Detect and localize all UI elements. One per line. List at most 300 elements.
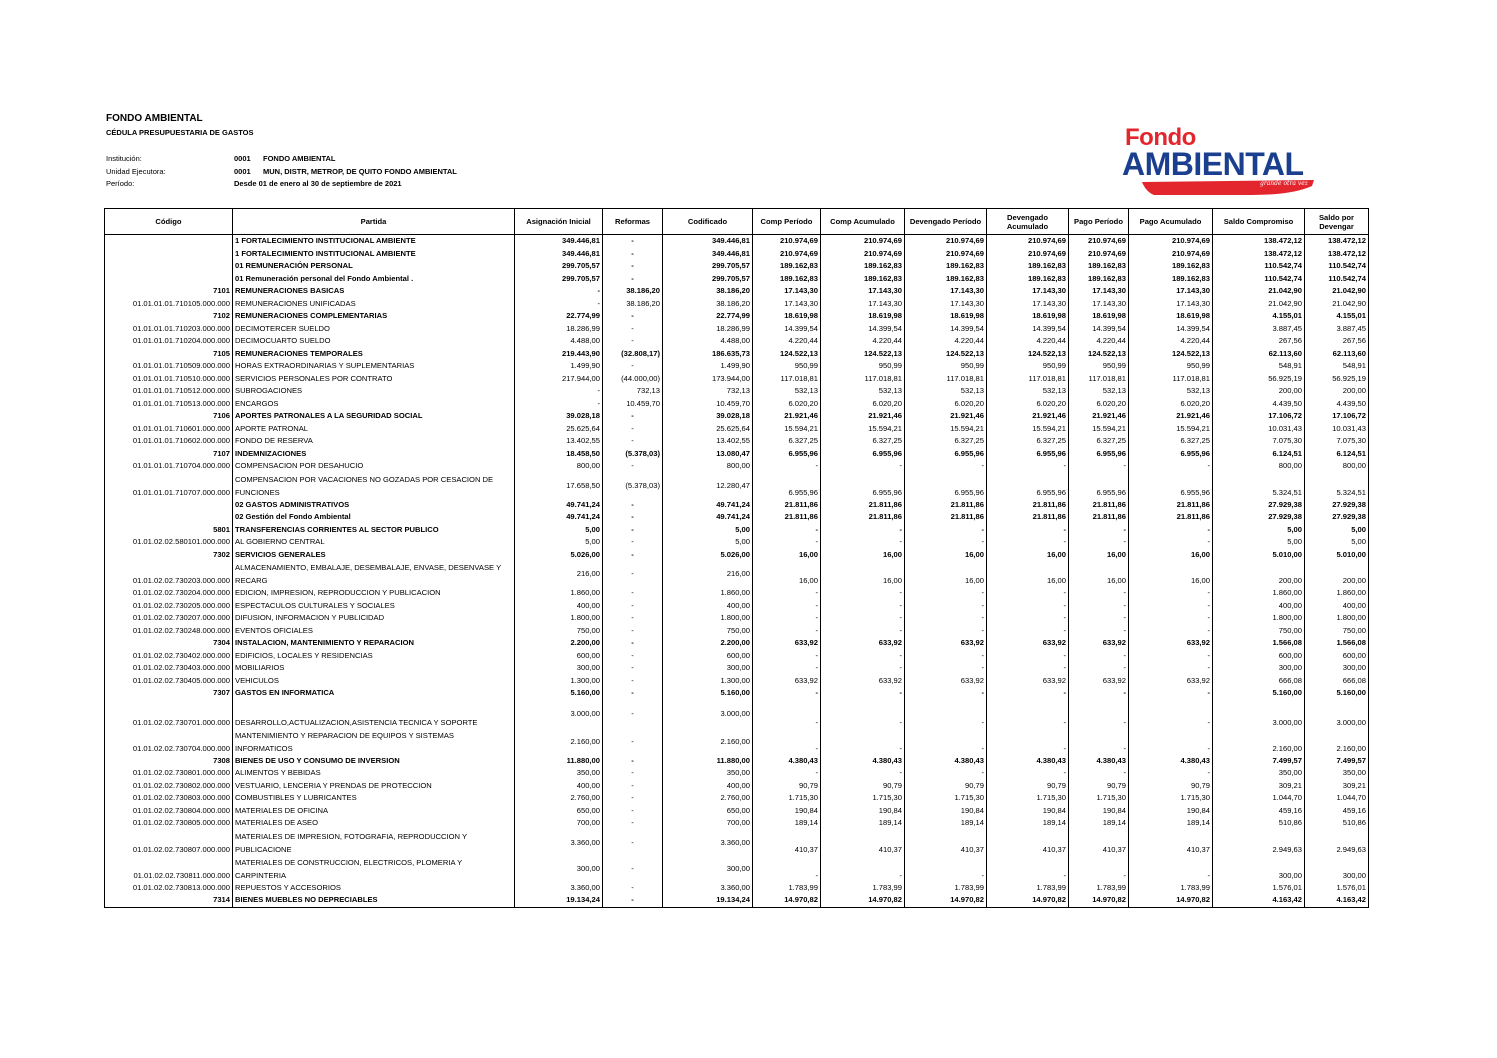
cell-reformas: 38.186,20 bbox=[603, 285, 663, 298]
cell-pago-periodo: - bbox=[1069, 650, 1129, 663]
cell-dev-periodo: - bbox=[905, 612, 987, 625]
table-row bbox=[105, 755, 1369, 768]
cell-saldo-devengar: 300,00 bbox=[1305, 662, 1369, 675]
cell-asignacion: 11.880,00 bbox=[515, 755, 603, 768]
cell-dev-periodo: - bbox=[905, 662, 987, 675]
table-row bbox=[105, 856, 1369, 882]
cell-codificado: 3.000,00 bbox=[663, 700, 753, 729]
cell-pago-acumulado: 14.970,82 bbox=[1129, 894, 1213, 907]
cell-pago-periodo: 18.619,98 bbox=[1069, 310, 1129, 323]
cell-comp-acumulado: 189,14 bbox=[821, 817, 905, 830]
cell-codificado: 300,00 bbox=[663, 662, 753, 675]
cell-pago-periodo: 4.380,43 bbox=[1069, 755, 1129, 768]
cell-codificado: 19.134,24 bbox=[663, 894, 753, 907]
cell-asignacion: 17.658,50 bbox=[515, 473, 603, 499]
cell-pago-acumulado: 210.974,69 bbox=[1129, 248, 1213, 261]
cell-asignacion: 349.446,81 bbox=[515, 248, 603, 261]
cell-reformas: - bbox=[603, 662, 663, 675]
cell-dev-periodo: 6.955,96 bbox=[905, 448, 987, 461]
cell-pago-acumulado: 1.715,30 bbox=[1129, 792, 1213, 805]
institucion-row bbox=[106, 153, 706, 166]
cell-reformas: - bbox=[603, 423, 663, 436]
cell-comp-periodo: 6.020,20 bbox=[753, 398, 821, 411]
cell-pago-acumulado: - bbox=[1129, 662, 1213, 675]
cell-dev-acumulado: 90,79 bbox=[987, 780, 1069, 793]
cell-asignacion: 2.160,00 bbox=[515, 729, 603, 755]
col-partida: Partida bbox=[233, 209, 515, 235]
logo-ambiental-text: AMBIENTAL bbox=[1122, 146, 1304, 182]
col-codigo: Código bbox=[105, 209, 233, 235]
table-row bbox=[105, 298, 1369, 311]
cell-dev-periodo: 189.162,83 bbox=[905, 260, 987, 273]
logo-fondo-text: Fondo bbox=[1125, 124, 1196, 151]
cell-comp-periodo: 210.974,69 bbox=[753, 248, 821, 261]
cell-partida: DECIMOTERCER SUELDO bbox=[233, 323, 515, 336]
cell-reformas: - bbox=[603, 511, 663, 524]
cell-comp-periodo: - bbox=[753, 612, 821, 625]
cell-comp-periodo: 4.380,43 bbox=[753, 755, 821, 768]
cell-asignacion: 299.705,57 bbox=[515, 260, 603, 273]
cell-dev-acumulado: 210.974,69 bbox=[987, 235, 1069, 248]
cell-reformas: - bbox=[603, 780, 663, 793]
cell-dev-periodo: - bbox=[905, 600, 987, 613]
cell-saldo-compromiso: 1.044,70 bbox=[1213, 792, 1305, 805]
cell-comp-acumulado: - bbox=[821, 856, 905, 882]
cell-pago-periodo: 17.143,30 bbox=[1069, 285, 1129, 298]
table-row bbox=[105, 536, 1369, 549]
cell-saldo-compromiso: 267,56 bbox=[1213, 335, 1305, 348]
cell-codigo: 01.01.02.02.730803.000.000 bbox=[105, 792, 233, 805]
cell-saldo-compromiso: 5.160,00 bbox=[1213, 687, 1305, 700]
cell-partida: MATERIALES DE OFICINA bbox=[233, 805, 515, 818]
cell-saldo-compromiso: 350,00 bbox=[1213, 767, 1305, 780]
cell-comp-periodo: 210.974,69 bbox=[753, 235, 821, 248]
cell-asignacion: 19.134,24 bbox=[515, 894, 603, 907]
cell-comp-acumulado: 1.715,30 bbox=[821, 792, 905, 805]
cell-dev-periodo: 950,99 bbox=[905, 360, 987, 373]
cell-comp-acumulado: 21.921,46 bbox=[821, 410, 905, 423]
cell-pago-acumulado: - bbox=[1129, 612, 1213, 625]
cell-asignacion: 300,00 bbox=[515, 856, 603, 882]
cell-saldo-devengar: 1.576,01 bbox=[1305, 882, 1369, 895]
cell-codigo: 01.01.01.01.710601.000.000 bbox=[105, 423, 233, 436]
cell-comp-periodo: 6.327,25 bbox=[753, 435, 821, 448]
cell-codigo: 7107 bbox=[105, 448, 233, 461]
cell-pago-acumulado: - bbox=[1129, 536, 1213, 549]
cell-pago-periodo: 124.522,13 bbox=[1069, 348, 1129, 361]
cell-dev-acumulado: 1.783,99 bbox=[987, 882, 1069, 895]
cell-asignacion: 39.028,18 bbox=[515, 410, 603, 423]
cell-codigo: 01.01.01.01.710704.000.000 bbox=[105, 460, 233, 473]
cell-comp-periodo: 189.162,83 bbox=[753, 260, 821, 273]
cell-partida: DECIMOCUARTO SUELDO bbox=[233, 335, 515, 348]
cell-reformas: - bbox=[603, 830, 663, 856]
table-row bbox=[105, 385, 1369, 398]
cell-reformas: (32.808,17) bbox=[603, 348, 663, 361]
cell-pago-periodo: 189.162,83 bbox=[1069, 273, 1129, 286]
cell-codigo: 01.01.01.01.710602.000.000 bbox=[105, 435, 233, 448]
cell-dev-acumulado: 189,14 bbox=[987, 817, 1069, 830]
table-row bbox=[105, 310, 1369, 323]
cell-dev-periodo: 14.970,82 bbox=[905, 894, 987, 907]
table-row bbox=[105, 323, 1369, 336]
cell-saldo-compromiso: 17.106,72 bbox=[1213, 410, 1305, 423]
cell-asignacion: 217.944,00 bbox=[515, 373, 603, 386]
cell-codificado: 173.944,00 bbox=[663, 373, 753, 386]
cell-codificado: 11.880,00 bbox=[663, 755, 753, 768]
cell-reformas: - bbox=[603, 435, 663, 448]
cell-dev-periodo: 633,92 bbox=[905, 675, 987, 688]
cell-pago-periodo: 189.162,83 bbox=[1069, 260, 1129, 273]
cell-codificado: 5.160,00 bbox=[663, 687, 753, 700]
cell-codificado: 732,13 bbox=[663, 385, 753, 398]
cell-codificado: 25.625,64 bbox=[663, 423, 753, 436]
cell-comp-periodo: 16,00 bbox=[753, 549, 821, 562]
cell-comp-acumulado: 410,37 bbox=[821, 830, 905, 856]
cell-reformas: - bbox=[603, 549, 663, 562]
cell-asignacion: 300,00 bbox=[515, 662, 603, 675]
cell-pago-acumulado: - bbox=[1129, 625, 1213, 638]
cell-dev-periodo: - bbox=[905, 767, 987, 780]
cell-codificado: 22.774,99 bbox=[663, 310, 753, 323]
cell-pago-acumulado: - bbox=[1129, 460, 1213, 473]
cell-comp-acumulado: - bbox=[821, 662, 905, 675]
table-row bbox=[105, 662, 1369, 675]
cell-saldo-devengar: 2.949,63 bbox=[1305, 830, 1369, 856]
cell-codigo: 7302 bbox=[105, 549, 233, 562]
cell-reformas: (5.378,03) bbox=[603, 448, 663, 461]
cell-dev-acumulado: 16,00 bbox=[987, 549, 1069, 562]
table-row bbox=[105, 335, 1369, 348]
cell-saldo-compromiso: 138.472,12 bbox=[1213, 248, 1305, 261]
cell-saldo-compromiso: 5.010,00 bbox=[1213, 549, 1305, 562]
cell-codigo: 01.01.02.02.730402.000.000 bbox=[105, 650, 233, 663]
cell-codigo: 01.01.02.02.730805.000.000 bbox=[105, 817, 233, 830]
cell-saldo-devengar: 300,00 bbox=[1305, 856, 1369, 882]
institucion-code: 0001 bbox=[234, 154, 251, 163]
cell-dev-periodo: 4.220,44 bbox=[905, 335, 987, 348]
col-comp-acumulado: Comp Acumulado bbox=[821, 209, 905, 235]
table-row bbox=[105, 637, 1369, 650]
cell-comp-periodo: 4.220,44 bbox=[753, 335, 821, 348]
cell-reformas: - bbox=[603, 536, 663, 549]
cell-saldo-compromiso: 2.949,63 bbox=[1213, 830, 1305, 856]
cell-reformas: - bbox=[603, 675, 663, 688]
cell-codigo bbox=[105, 235, 233, 248]
cell-dev-acumulado: 17.143,30 bbox=[987, 285, 1069, 298]
cell-asignacion: 1.300,00 bbox=[515, 675, 603, 688]
cell-codigo: 01.01.02.02.730807.000.000 bbox=[105, 830, 233, 856]
cell-asignacion: 349.446,81 bbox=[515, 235, 603, 248]
cell-pago-periodo: - bbox=[1069, 536, 1129, 549]
cell-saldo-compromiso: 4.163,42 bbox=[1213, 894, 1305, 907]
cell-codificado: 38.186,20 bbox=[663, 285, 753, 298]
cell-asignacion: 216,00 bbox=[515, 561, 603, 587]
cell-pago-periodo: - bbox=[1069, 856, 1129, 882]
cell-comp-periodo: - bbox=[753, 687, 821, 700]
unidad-row bbox=[106, 166, 706, 179]
cell-dev-acumulado: 15.594,21 bbox=[987, 423, 1069, 436]
cell-pago-acumulado: 16,00 bbox=[1129, 549, 1213, 562]
cell-pago-acumulado: 189.162,83 bbox=[1129, 273, 1213, 286]
cell-codificado: 299.705,57 bbox=[663, 260, 753, 273]
cell-comp-periodo: 950,99 bbox=[753, 360, 821, 373]
cell-comp-periodo: 21.921,46 bbox=[753, 410, 821, 423]
cell-pago-periodo: 1.715,30 bbox=[1069, 792, 1129, 805]
cell-comp-acumulado: - bbox=[821, 767, 905, 780]
table-row bbox=[105, 882, 1369, 895]
table-row bbox=[105, 625, 1369, 638]
cell-dev-periodo: 189.162,83 bbox=[905, 273, 987, 286]
cell-partida: MANTENIMIENTO Y REPARACION DE EQUIPOS Y SISTEMAS INFORMATICOS bbox=[233, 729, 515, 755]
cell-saldo-compromiso: 7.499,57 bbox=[1213, 755, 1305, 768]
cell-partida: APORTE PATRONAL bbox=[233, 423, 515, 436]
cell-comp-acumulado: 4.380,43 bbox=[821, 755, 905, 768]
cell-saldo-compromiso: 800,00 bbox=[1213, 460, 1305, 473]
cell-pago-acumulado: 410,37 bbox=[1129, 830, 1213, 856]
cell-pago-acumulado: 4.220,44 bbox=[1129, 335, 1213, 348]
cell-dev-periodo: - bbox=[905, 856, 987, 882]
cell-pago-acumulado: - bbox=[1129, 729, 1213, 755]
cell-reformas: (5.378,03) bbox=[603, 473, 663, 499]
cell-saldo-compromiso: 27.929,38 bbox=[1213, 511, 1305, 524]
cell-pago-periodo: 633,92 bbox=[1069, 675, 1129, 688]
cell-reformas: - bbox=[603, 273, 663, 286]
cell-pago-acumulado: 18.619,98 bbox=[1129, 310, 1213, 323]
cell-dev-periodo: 21.921,46 bbox=[905, 410, 987, 423]
cell-partida: ENCARGOS bbox=[233, 398, 515, 411]
cell-dev-periodo: 532,13 bbox=[905, 385, 987, 398]
cell-saldo-devengar: 309,21 bbox=[1305, 780, 1369, 793]
cell-dev-acumulado: 17.143,30 bbox=[987, 298, 1069, 311]
cell-partida: BIENES DE USO Y CONSUMO DE INVERSION bbox=[233, 755, 515, 768]
cell-saldo-compromiso: 1.566,08 bbox=[1213, 637, 1305, 650]
cell-reformas: - bbox=[603, 561, 663, 587]
cell-dev-acumulado: 633,92 bbox=[987, 637, 1069, 650]
cell-codigo: 7308 bbox=[105, 755, 233, 768]
cell-saldo-compromiso: 300,00 bbox=[1213, 662, 1305, 675]
cell-codigo: 7304 bbox=[105, 637, 233, 650]
cell-codificado: 216,00 bbox=[663, 561, 753, 587]
cell-dev-acumulado: 210.974,69 bbox=[987, 248, 1069, 261]
cell-codigo: 7106 bbox=[105, 410, 233, 423]
cell-asignacion: - bbox=[515, 285, 603, 298]
cell-saldo-devengar: 5.160,00 bbox=[1305, 687, 1369, 700]
cell-pago-periodo: 21.921,46 bbox=[1069, 410, 1129, 423]
cell-codificado: 2.160,00 bbox=[663, 729, 753, 755]
cell-comp-periodo: 410,37 bbox=[753, 830, 821, 856]
cell-comp-acumulado: - bbox=[821, 687, 905, 700]
cell-asignacion: 2.200,00 bbox=[515, 637, 603, 650]
cell-asignacion: 22.774,99 bbox=[515, 310, 603, 323]
cell-saldo-compromiso: 56.925,19 bbox=[1213, 373, 1305, 386]
cell-saldo-compromiso: 21.042,90 bbox=[1213, 285, 1305, 298]
cell-asignacion: 350,00 bbox=[515, 767, 603, 780]
table-row bbox=[105, 373, 1369, 386]
cell-saldo-compromiso: 110.542,74 bbox=[1213, 273, 1305, 286]
cell-codigo: 01.01.02.02.730203.000.000 bbox=[105, 561, 233, 587]
cell-reformas: - bbox=[603, 637, 663, 650]
table-row bbox=[105, 499, 1369, 512]
cell-reformas: - bbox=[603, 625, 663, 638]
cell-partida: BIENES MUEBLES NO DEPRECIABLES bbox=[233, 894, 515, 907]
cell-comp-periodo: 15.594,21 bbox=[753, 423, 821, 436]
cell-pago-periodo: - bbox=[1069, 460, 1129, 473]
cell-comp-periodo: - bbox=[753, 536, 821, 549]
cell-comp-acumulado: 4.220,44 bbox=[821, 335, 905, 348]
cell-codificado: 1.300,00 bbox=[663, 675, 753, 688]
table-row bbox=[105, 780, 1369, 793]
cell-dev-periodo: 16,00 bbox=[905, 561, 987, 587]
cell-dev-acumulado: - bbox=[987, 729, 1069, 755]
cell-codificado: 2.200,00 bbox=[663, 637, 753, 650]
cell-codigo: 01.01.02.02.730811.000.000 bbox=[105, 856, 233, 882]
cell-saldo-devengar: 1.860,00 bbox=[1305, 587, 1369, 600]
cell-partida: SERVICIOS GENERALES bbox=[233, 549, 515, 562]
cell-saldo-devengar: 3.887,45 bbox=[1305, 323, 1369, 336]
cell-codificado: 39.028,18 bbox=[663, 410, 753, 423]
cell-saldo-compromiso: 1.576,01 bbox=[1213, 882, 1305, 895]
cell-comp-periodo: 633,92 bbox=[753, 637, 821, 650]
cell-codigo: 01.01.01.01.710203.000.000 bbox=[105, 323, 233, 336]
unidad-code: 0001 bbox=[234, 166, 251, 176]
cell-pago-acumulado: - bbox=[1129, 524, 1213, 537]
cell-codigo bbox=[105, 260, 233, 273]
periodo-label: Período: bbox=[106, 179, 135, 188]
cell-comp-acumulado: 16,00 bbox=[821, 549, 905, 562]
cell-saldo-compromiso: 2.160,00 bbox=[1213, 729, 1305, 755]
table-row bbox=[105, 460, 1369, 473]
cell-pago-acumulado: 1.783,99 bbox=[1129, 882, 1213, 895]
cell-pago-periodo: 90,79 bbox=[1069, 780, 1129, 793]
cell-asignacion: - bbox=[515, 298, 603, 311]
cell-dev-acumulado: 18.619,98 bbox=[987, 310, 1069, 323]
cell-pago-periodo: 210.974,69 bbox=[1069, 248, 1129, 261]
cell-saldo-compromiso: 27.929,38 bbox=[1213, 499, 1305, 512]
cell-pago-periodo: - bbox=[1069, 729, 1129, 755]
cell-dev-acumulado: 124.522,13 bbox=[987, 348, 1069, 361]
col-pago-periodo: Pago Período bbox=[1069, 209, 1129, 235]
cell-pago-acumulado: 532,13 bbox=[1129, 385, 1213, 398]
cell-saldo-devengar: 1.800,00 bbox=[1305, 612, 1369, 625]
cell-dev-acumulado: 6.955,96 bbox=[987, 473, 1069, 499]
table-row bbox=[105, 792, 1369, 805]
cell-saldo-compromiso: 21.042,90 bbox=[1213, 298, 1305, 311]
cell-saldo-devengar: 1.566,08 bbox=[1305, 637, 1369, 650]
cell-comp-acumulado: 190,84 bbox=[821, 805, 905, 818]
table-row bbox=[105, 511, 1369, 524]
cell-pago-periodo: 6.327,25 bbox=[1069, 435, 1129, 448]
cell-reformas: - bbox=[603, 650, 663, 663]
cell-comp-acumulado: 210.974,69 bbox=[821, 235, 905, 248]
cell-dev-acumulado: 410,37 bbox=[987, 830, 1069, 856]
cell-pago-periodo: - bbox=[1069, 612, 1129, 625]
cell-dev-periodo: - bbox=[905, 587, 987, 600]
cell-partida: DESARROLLO,ACTUALIZACION,ASISTENCIA TECNICA Y SOPORTE bbox=[233, 700, 515, 729]
cell-pago-periodo: - bbox=[1069, 524, 1129, 537]
cell-saldo-compromiso: 666,08 bbox=[1213, 675, 1305, 688]
cell-comp-acumulado: 117.018,81 bbox=[821, 373, 905, 386]
cell-dev-acumulado: 950,99 bbox=[987, 360, 1069, 373]
cell-codificado: 600,00 bbox=[663, 650, 753, 663]
table-row bbox=[105, 600, 1369, 613]
cell-dev-periodo: 189,14 bbox=[905, 817, 987, 830]
cell-codificado: 349.446,81 bbox=[663, 248, 753, 261]
cell-partida: ALMACENAMIENTO, EMBALAJE, DESEMBALAJE, ENVASE, DESENVASE Y RECARG bbox=[233, 561, 515, 587]
cell-partida: COMPENSACION POR DESAHUCIO bbox=[233, 460, 515, 473]
cell-dev-periodo: 410,37 bbox=[905, 830, 987, 856]
cell-saldo-devengar: 7.499,57 bbox=[1305, 755, 1369, 768]
cell-dev-periodo: - bbox=[905, 536, 987, 549]
cell-codificado: 3.360,00 bbox=[663, 882, 753, 895]
cell-codificado: 49.741,24 bbox=[663, 511, 753, 524]
cell-asignacion: 5,00 bbox=[515, 536, 603, 549]
cell-codigo: 01.01.01.01.710510.000.000 bbox=[105, 373, 233, 386]
cell-saldo-compromiso: 750,00 bbox=[1213, 625, 1305, 638]
cell-dev-periodo: - bbox=[905, 729, 987, 755]
cell-pago-acumulado: 6.955,96 bbox=[1129, 473, 1213, 499]
cell-codigo bbox=[105, 499, 233, 512]
cell-saldo-devengar: 5.324,51 bbox=[1305, 473, 1369, 499]
cell-comp-periodo: 17.143,30 bbox=[753, 298, 821, 311]
cell-comp-acumulado: 6.327,25 bbox=[821, 435, 905, 448]
cell-saldo-compromiso: 5.324,51 bbox=[1213, 473, 1305, 499]
cell-saldo-devengar: 267,56 bbox=[1305, 335, 1369, 348]
cell-comp-periodo: 6.955,96 bbox=[753, 448, 821, 461]
cell-comp-acumulado: - bbox=[821, 460, 905, 473]
cell-codificado: 4.488,00 bbox=[663, 335, 753, 348]
cell-comp-periodo: - bbox=[753, 600, 821, 613]
cell-pago-acumulado: 124.522,13 bbox=[1129, 348, 1213, 361]
cell-codigo: 01.01.01.01.710509.000.000 bbox=[105, 360, 233, 373]
cell-pago-acumulado: 210.974,69 bbox=[1129, 235, 1213, 248]
cell-dev-periodo: 6.020,20 bbox=[905, 398, 987, 411]
cell-pago-acumulado: 21.921,46 bbox=[1129, 410, 1213, 423]
cell-pago-periodo: 410,37 bbox=[1069, 830, 1129, 856]
cell-pago-acumulado: 6.955,96 bbox=[1129, 448, 1213, 461]
table-row bbox=[105, 448, 1369, 461]
table-row bbox=[105, 805, 1369, 818]
cell-comp-acumulado: - bbox=[821, 625, 905, 638]
cell-pago-periodo: 633,92 bbox=[1069, 637, 1129, 650]
cell-saldo-compromiso: 62.113,60 bbox=[1213, 348, 1305, 361]
cell-saldo-devengar: 600,00 bbox=[1305, 650, 1369, 663]
cell-dev-periodo: 210.974,69 bbox=[905, 248, 987, 261]
cell-codificado: 349.446,81 bbox=[663, 235, 753, 248]
cell-asignacion: 25.625,64 bbox=[515, 423, 603, 436]
cell-codigo: 01.01.01.01.710512.000.000 bbox=[105, 385, 233, 398]
cell-saldo-compromiso: 309,21 bbox=[1213, 780, 1305, 793]
cell-codigo: 7314 bbox=[105, 894, 233, 907]
cell-pago-acumulado: 21.811,86 bbox=[1129, 511, 1213, 524]
cell-dev-periodo: 124.522,13 bbox=[905, 348, 987, 361]
cell-saldo-devengar: 5.010,00 bbox=[1305, 549, 1369, 562]
cell-comp-acumulado: 15.594,21 bbox=[821, 423, 905, 436]
cell-pago-acumulado: 189.162,83 bbox=[1129, 260, 1213, 273]
cell-codificado: 5.026,00 bbox=[663, 549, 753, 562]
cell-dev-acumulado: 189.162,83 bbox=[987, 273, 1069, 286]
cell-comp-acumulado: 6.020,20 bbox=[821, 398, 905, 411]
cell-reformas: - bbox=[603, 856, 663, 882]
cell-asignacion: 5,00 bbox=[515, 524, 603, 537]
cell-asignacion: - bbox=[515, 385, 603, 398]
col-pago-acumulado: Pago Acumulado bbox=[1129, 209, 1213, 235]
cell-comp-periodo: 17.143,30 bbox=[753, 285, 821, 298]
cell-asignacion: 1.860,00 bbox=[515, 587, 603, 600]
cell-partida: MATERIALES DE CONSTRUCCION, ELECTRICOS, PLOMERIA Y CARPINTERIA bbox=[233, 856, 515, 882]
cell-saldo-devengar: 21.042,90 bbox=[1305, 285, 1369, 298]
cell-comp-periodo: 6.955,96 bbox=[753, 473, 821, 499]
